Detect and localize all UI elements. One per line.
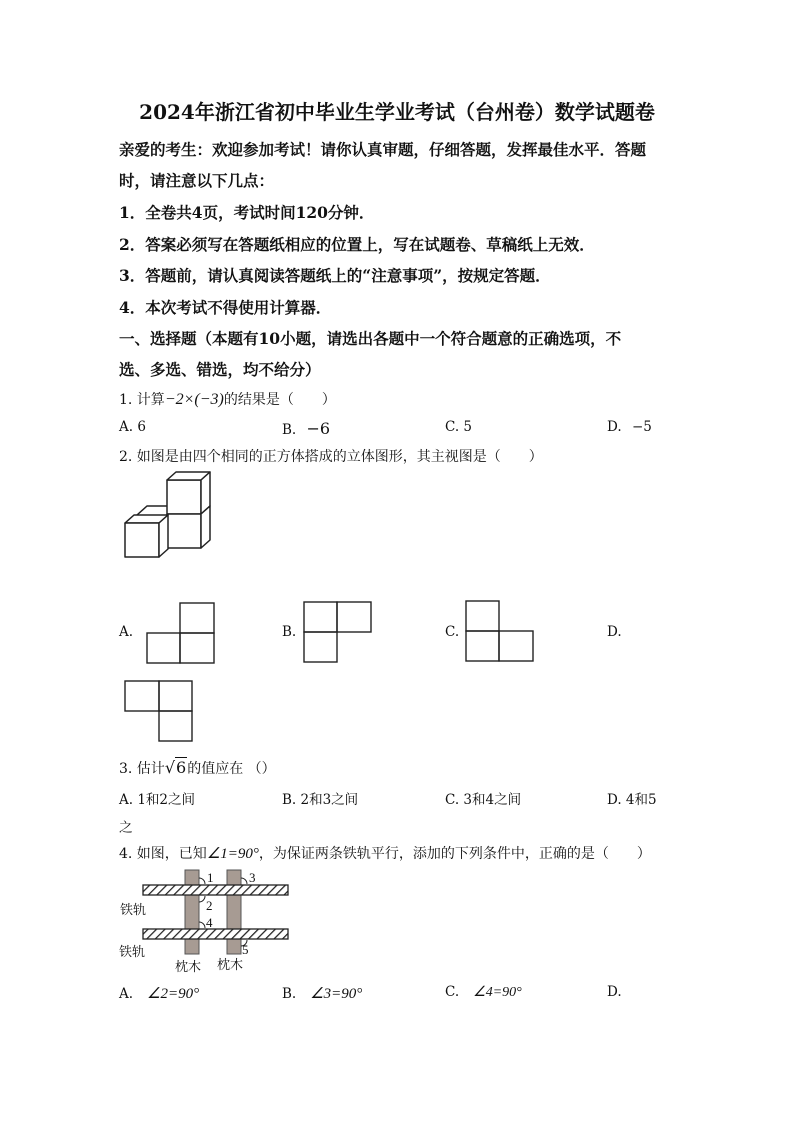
intro-line-1: 亲爱的考生：欢迎参加考试！请你认真审题，仔细答题，发挥最佳水平．答题 [119,140,647,159]
question-3-stem [119,758,276,778]
q1-option-b[interactable] [282,419,330,438]
note-4: 4．本次考试不得使用计算器． [119,298,332,317]
q1-prefix: 1. 计算 [119,392,165,408]
q4-option-c-letter: C. [445,984,460,1000]
question-2-stem: 2. 如图是由四个相同的正方体搭成的立体图形，其主视图是（ ） [119,449,543,465]
q4-option-a[interactable] [119,984,199,1003]
q3-option-a[interactable]: A. 1和2之间 [119,792,196,808]
angle-label-2: 2 [206,898,213,913]
rail-label-top: 铁轨 [120,903,147,918]
q1-option-d[interactable] [607,419,652,435]
sleeper-left [185,870,199,954]
sqrt-symbol: √ [164,758,176,777]
rail-bottom [143,929,288,939]
q4-railway-figure [115,868,295,978]
q4-option-b-letter: B. [282,986,297,1002]
q4-condition: ∠1=90° [206,846,259,862]
question-4-stem [119,843,651,863]
q2-option-c-figure[interactable] [465,600,535,662]
q3-option-b[interactable]: B. 2和3之间 [282,792,359,808]
note-1: 1．全卷共4页，考试时间120分钟． [119,203,375,222]
q4-option-a-letter: A. [119,986,134,1002]
q3-suffix: 的值应在 （） [187,761,276,777]
q3-option-c[interactable]: C. 3和4之间 [445,792,522,808]
q1-option-d-letter: D. [607,419,622,435]
q4-suffix: ，为保证两条铁轨平行，添加的下列条件中，正确的是（ ） [258,846,651,862]
rail-label-bottom: 铁轨 [119,945,146,960]
q4-option-b-value: ∠3=90° [310,986,363,1002]
q2-option-d-figure[interactable] [124,680,194,742]
intro-line-2: 时，请注意以下几点： [119,171,275,190]
exam-title: 2024年浙江省初中毕业生学业考试（台州卷）数学试题卷 [139,100,655,124]
q4-option-a-value: ∠2=90° [147,986,200,1002]
q2-option-a-figure[interactable] [146,602,216,664]
q2-option-a-label[interactable]: A. [119,624,134,640]
note-3: 3．答题前，请认真阅读答题纸上的“注意事项”，按规定答题． [119,266,551,285]
sleeper-right [227,870,241,954]
q4-option-c-value: ∠4=90° [473,985,522,1000]
sleeper-label-left: 枕木 [175,960,202,975]
section-header-line-1: 一、选择题（本题有10小题，请选出各题中一个符合题意的正确选项，不 [119,329,622,348]
q4-option-d[interactable]: D. [607,984,622,1000]
section-header-line-2: 选、多选、错选，均不给分） [119,360,321,379]
q3-prefix: 3. 估计 [119,761,165,777]
q1-option-a[interactable]: A. 6 [119,419,146,435]
angle-label-5: 5 [242,942,249,957]
q1-suffix: 的结果是（ ） [223,392,336,408]
q3-option-d-wrap: 之 [119,820,133,836]
note-2: 2．答案必须写在答题纸相应的位置上，写在试题卷、草稿纸上无效． [119,235,595,254]
q2-cube-figure [120,470,220,562]
q2-option-d-label[interactable]: D. [607,624,622,640]
q4-option-c[interactable] [445,984,522,1001]
q1-option-b-value: −6 [306,419,331,438]
q4-prefix: 4. 如图，已知 [119,846,207,862]
angle-label-1: 1 [207,870,214,885]
q1-expression: −2×(−3) [164,391,224,408]
question-1-stem [119,389,336,409]
rail-top [143,885,288,895]
q3-radicand: 6 [176,758,187,777]
q1-option-b-letter: B. [282,422,297,438]
q1-option-c[interactable]: C. 5 [445,419,473,435]
q2-option-b-figure[interactable] [303,601,373,663]
q4-option-b[interactable] [282,984,362,1003]
q2-option-b-label[interactable]: B. [282,624,297,640]
q3-option-d[interactable]: D. 4和5 [607,792,657,808]
sleeper-label-right: 枕木 [217,958,244,973]
q2-option-c-label[interactable]: C. [445,624,460,640]
angle-label-4: 4 [206,915,213,930]
q1-option-d-value: −5 [631,419,652,435]
angle-label-3: 3 [249,870,256,885]
